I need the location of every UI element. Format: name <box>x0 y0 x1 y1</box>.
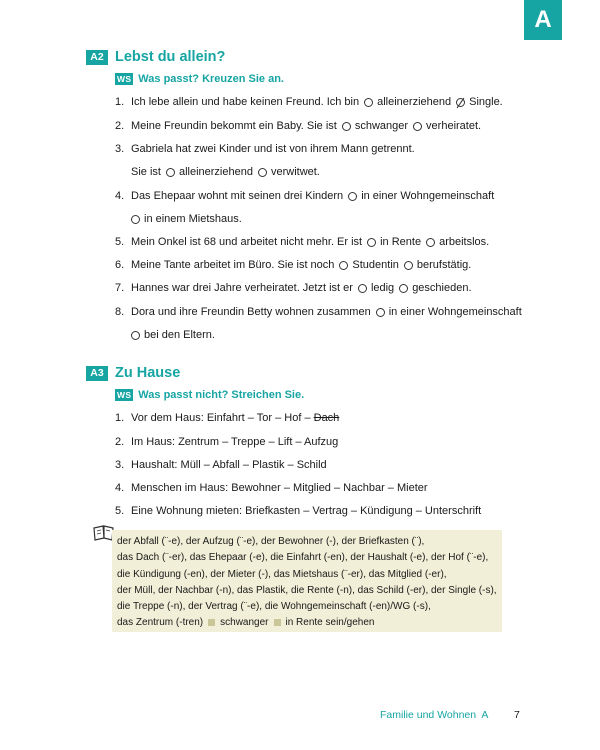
item-number: 3. <box>115 459 125 471</box>
option-radio[interactable] <box>426 238 435 247</box>
a3-item-4[interactable] <box>131 482 428 494</box>
item-number: 2. <box>115 120 125 132</box>
option-label: geschieden. <box>412 282 472 294</box>
item-text: Ich lebe allein und habe keinen Freund. Ich bin <box>131 96 360 108</box>
item-text: Im Haus: Zentrum – Treppe – Lift – Aufzug <box>131 436 339 448</box>
option-label: in Rente <box>380 236 422 248</box>
item-text: Mein Onkel ist 68 und arbeitet nicht mehr. Er ist <box>131 236 363 248</box>
a2-item-2 <box>131 120 481 132</box>
option-radio[interactable] <box>348 192 357 201</box>
item-text: Meine Freundin bekommt ein Baby. Sie ist <box>131 120 337 132</box>
item-number: 2. <box>115 436 125 448</box>
item-text: Hannes war drei Jahre verheiratet. Jetzt ist er <box>131 282 353 294</box>
vocab-line-last <box>117 615 497 631</box>
page-number: 7 <box>514 709 520 721</box>
a2-item-8 <box>131 306 522 318</box>
a2-item-8-cont <box>131 329 215 341</box>
option-radio[interactable] <box>342 122 351 131</box>
option-label: arbeitslos. <box>439 236 490 248</box>
option-label: in einer Wohngemeinschaft <box>361 190 495 202</box>
option-radio[interactable] <box>399 284 408 293</box>
instruction-text: Was passt? Kreuzen Sie an. <box>138 73 284 85</box>
option-radio[interactable] <box>364 98 373 107</box>
vocab-term: das Zentrum (-tren) <box>117 617 204 629</box>
item-number: 3. <box>115 143 125 155</box>
option-radio[interactable] <box>376 308 385 317</box>
vocab-term: schwanger <box>220 617 269 629</box>
ws-badge: WS <box>117 74 132 84</box>
a3-item-5[interactable] <box>131 505 481 517</box>
option-label: ledig <box>370 282 395 294</box>
item-number: 6. <box>115 259 125 271</box>
option-label: in einer Wohngemeinschaft <box>388 306 522 318</box>
a2-item-5 <box>131 236 489 248</box>
a3-item-2[interactable] <box>131 436 338 448</box>
item-number: 4. <box>115 190 125 202</box>
item-number: 1. <box>115 412 125 424</box>
vocab-line: der Müll, der Nachbar (-n), das Plastik, die Rente (-n), das Schild (-er), der Single (-s), <box>117 584 497 596</box>
a3-item-3[interactable] <box>131 459 327 471</box>
option-radio[interactable] <box>413 122 422 131</box>
option-radio[interactable] <box>131 215 140 224</box>
section-title: Lebst du allein? <box>115 49 226 65</box>
item-text: Menschen im Haus: Bewohner – Mitglied – Nachbar – Mieter <box>131 482 428 494</box>
item-text: Dora und ihre Freundin Betty wohnen zusammen <box>131 306 371 318</box>
item-number: 4. <box>115 482 125 494</box>
struck-word[interactable]: Dach <box>313 412 340 424</box>
option-label: alleinerziehend <box>377 96 452 108</box>
option-label: verwitwet. <box>270 166 320 178</box>
item-number: 8. <box>115 306 125 318</box>
section-a2-header <box>86 49 225 65</box>
item-text: Haushalt: Müll – Abfall – Plastik – Schild <box>131 459 327 471</box>
vocab-line: die Treppe (-n), der Vertrag (¨-e), die Wohngemeinschaft (-en)/WG (-s), <box>117 601 431 613</box>
option-radio[interactable] <box>367 238 376 247</box>
option-label: verheiratet. <box>426 120 482 132</box>
option-label: Single. <box>469 96 503 108</box>
separator-square <box>208 619 215 626</box>
option-radio[interactable] <box>258 168 267 177</box>
a2-item-3-cont <box>131 166 320 178</box>
option-radio[interactable] <box>166 168 175 177</box>
vocab-term: in Rente sein/gehen <box>285 617 375 629</box>
option-label: bei den Eltern. <box>144 329 215 341</box>
item-number: 5. <box>115 236 125 248</box>
vocab-line: der Abfall (¨-e), der Aufzug (¨-e), der Bewohner (-), der Briefkasten (¨), <box>117 536 425 547</box>
a2-instruction <box>115 73 284 85</box>
section-badge: A3 <box>86 366 108 381</box>
separator-square <box>274 619 281 626</box>
footer-chapter-label: Familie und Wohnen A <box>380 709 489 721</box>
a2-item-7 <box>131 282 472 294</box>
a3-item-1 <box>131 412 339 424</box>
ws-badge: WS <box>117 390 132 400</box>
item-number: 1. <box>115 96 125 108</box>
item-text: Meine Tante arbeitet im Büro. Sie ist noch <box>131 259 335 271</box>
item-text: Gabriela hat zwei Kinder und ist von ihrem Mann getrennt. <box>131 143 415 155</box>
item-number: 7. <box>115 282 125 294</box>
option-label: schwanger <box>354 120 409 132</box>
item-number: 5. <box>115 505 125 517</box>
option-radio[interactable] <box>339 261 348 270</box>
option-radio-checked[interactable] <box>456 98 465 107</box>
a2-item-4 <box>131 190 494 202</box>
option-radio[interactable] <box>404 261 413 270</box>
section-title: Zu Hause <box>115 365 181 381</box>
chapter-tab: A <box>524 0 562 40</box>
item-text: Sie ist <box>131 166 161 178</box>
a2-item-1 <box>131 96 503 108</box>
item-text: Eine Wohnung mieten: Briefkasten – Vertrag – Kündigung – Unterschrift <box>131 505 482 517</box>
a2-item-4-cont <box>131 213 242 225</box>
section-badge: A2 <box>86 50 108 65</box>
option-label: Studentin <box>352 259 399 271</box>
option-label: alleinerziehend <box>178 166 253 178</box>
option-radio[interactable] <box>358 284 367 293</box>
vocab-line: die Kündigung (-en), der Mieter (-), das Mietshaus (¨-er), das Mitglied (-er), <box>117 568 447 580</box>
vocab-line: das Dach (¨-er), das Ehepaar (-e), die Einfahrt (-en), der Haushalt (-e), der Hof (¨-e), <box>117 552 489 564</box>
item-text: Vor dem Haus: Einfahrt – Tor – Hof – <box>131 412 314 424</box>
instruction-text: Was passt nicht? Streichen Sie. <box>138 389 305 401</box>
section-a3-header <box>86 365 180 381</box>
option-label: berufstätig. <box>416 259 472 271</box>
item-text: Das Ehepaar wohnt mit seinen drei Kindern <box>131 190 344 202</box>
a2-item-6 <box>131 259 471 271</box>
a2-item-3 <box>131 143 415 155</box>
a3-instruction <box>115 389 304 401</box>
option-radio[interactable] <box>131 331 140 340</box>
vocabulary-box <box>112 530 502 632</box>
option-label: in einem Mietshaus. <box>144 213 242 225</box>
